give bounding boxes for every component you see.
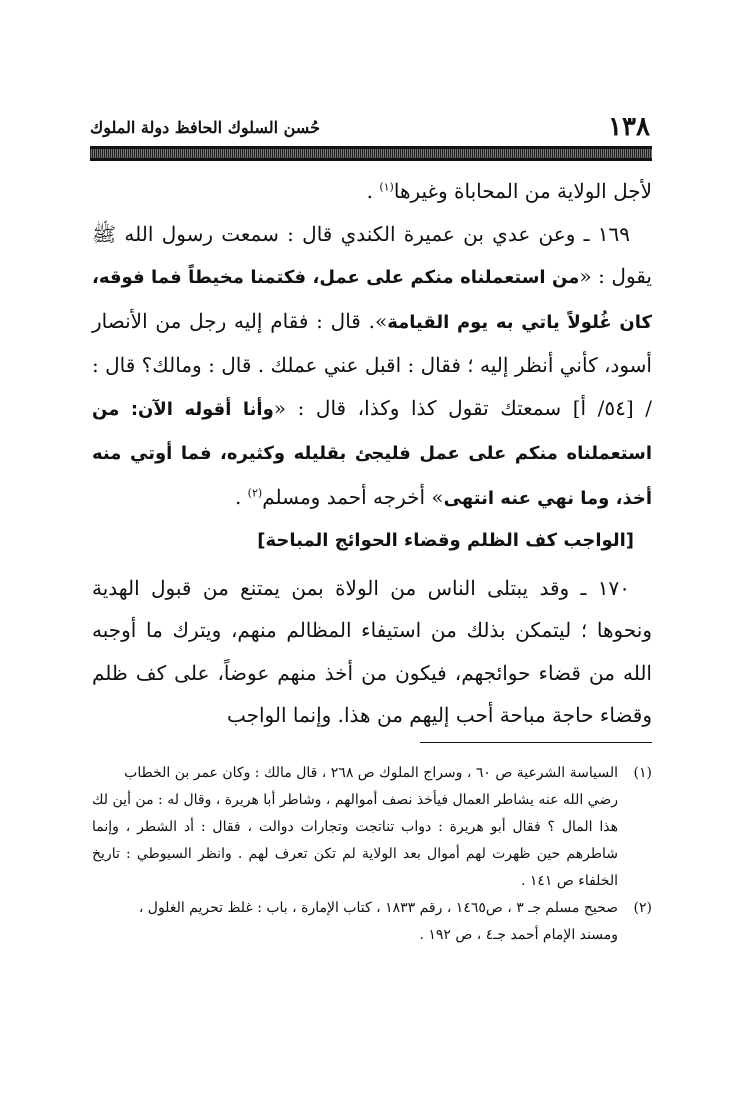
footnote-ref-2: (٢): [247, 485, 263, 499]
footnote-1: (١)السياسة الشرعية ص ٦٠ ، وسراج الملوك ص ٢٦٨ ، قال مالك : وكان عمر بن الخطاب: [92, 760, 652, 787]
page-header: [90, 112, 650, 142]
paragraph-intro: لأجل الولاية من المحاباة وغيرها$^{(١)}$ .: [366, 179, 652, 203]
footnote-1-continued: رضي الله عنه يشاطر العمال فيأخذ نصف أموالهم ، وشاطر أبا هريرة ، وقال له : من أين لك هذا المال ؟ فقال أبو هريرة : دواب تناتجت وتجارات دوالت ، فقال : أد الشطر ، وإنما شاطرهم حين ظهرت لهم أموال بعد الولاية لم تكن تعرف لهم . وانظر السيوطي : تاريخ الخلفاء ص ١٤١ .: [92, 792, 618, 889]
footnote-2-continued: ومسند الإمام أحمد جـ٤ ، ص ١٩٢ .: [419, 927, 618, 943]
main-text: [92, 170, 652, 737]
section-heading: [الواجب كف الظلم وقضاء الحوائج المباحة]: [257, 530, 634, 551]
paragraph-169: ١٦٩ ـ وعن عدي بن عميرة الكندي قال : سمعت رسول الله ﷺ يقول : «من استعملناه منكم على عمل، فكتمنا مخيطاً فما فوقه، كان غُلولاً ياتي به يوم القيامة». قال : فقام إليه رجل من الأنصار أسود، كأني أنظر إليه ؛ فقال : اقبل عني عملك . قال : ومالك؟ قال : / [٥٤/ أ] سمعتك تقول كذا وكذا، قال : «وأنا أقوله الآن: من استعملناه منكم على عمل فليجئ بقليله وكثيره، فما أوتي منه أخذ، وما نهي عنه انتهى» أخرجه أحمد ومسلم$^{(٢)}$ .: [92, 221, 653, 509]
footnote-2: (٢)صحيح مسلم جـ ٣ ، ص١٤٦٥ ، رقم ١٨٣٣ ، كتاب الإمارة ، باب : غلظ تحريم الغلول ،: [92, 895, 652, 922]
footnote-separator: [420, 742, 652, 743]
footnote-2-number: (٢): [633, 900, 652, 916]
header-rule: [90, 146, 652, 161]
page-number: ١٣٨: [608, 112, 650, 142]
paragraph-170: ١٧٠ ـ وقد يبتلى الناس من الولاة بمن يمتنع من قبول الهدية ونحوها ؛ ليتمكن بذلك من استيفاء المظالم منهم، ويترك ما أوجبه الله من قضاء حوائجهم، فيكون من أخذ منهم عوضاً، على كف ظلم وقضاء حاجة مباحة أحب إليهم من هذا. وإنما الواجب: [92, 575, 652, 727]
hadith-quote-1: من استعملناه منكم على عمل، فكتمنا مخيطاً فما فوقه، كان غُلولاً ياتي به يوم القيامة: [92, 267, 652, 333]
hadith-quote-2: وأنا أقوله الآن: من استعملناه منكم على عمل فليجئ بقليله وكثيره، فما أوتي منه أخذ، وما نهي عنه انتهى: [92, 398, 652, 509]
running-title: حُسن السلوك الحافظ دولة الملوك: [90, 118, 320, 137]
footnote-1-number: (١): [633, 765, 652, 781]
footnotes: [92, 760, 652, 949]
footnote-ref-1: (١): [379, 180, 394, 194]
